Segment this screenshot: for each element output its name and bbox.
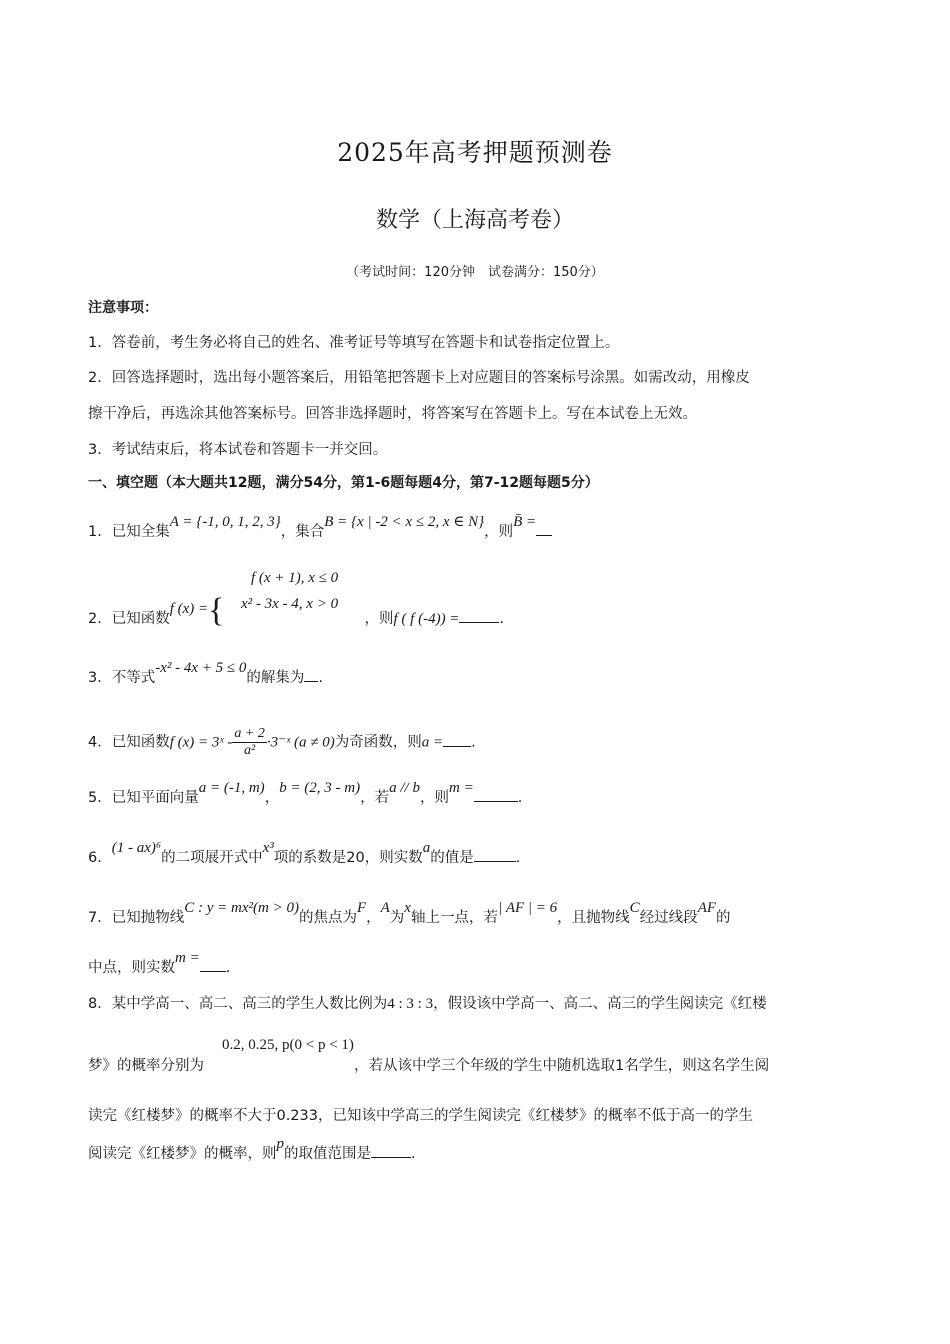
question-5 [88, 780, 523, 807]
q7-number: 7． [88, 910, 112, 926]
q7-A: A [380, 900, 390, 916]
exam-title: 2025年高考押题预测卷 [337, 138, 613, 167]
q1-answer-blank[interactable] [536, 523, 552, 536]
q8-probs: 0.2, 0.25, p(0 < p < 1) [222, 1037, 354, 1053]
q2-number: 2． [88, 611, 112, 627]
q4-text-2: 为奇函数，则 [334, 734, 422, 751]
q7-text-6: 经过线段 [639, 910, 698, 926]
q4-frac-den: a² [244, 743, 256, 758]
q6-text-2: 项的系数是20，则实数 [273, 850, 423, 866]
q2-expr: f ( f (-4)) = [393, 611, 460, 627]
q8-line-4a: 阅读完《红楼梦》的概率，则 [88, 1146, 277, 1162]
section-1-heading: 一、填空题（本大题共12题，满分54分，第1-6题每题4分，第7-12题每题5分） [88, 475, 599, 491]
question-7 [88, 900, 731, 927]
q7-C: C [629, 900, 640, 916]
question-3 [88, 660, 324, 687]
q1-text-3: ，则 [484, 524, 514, 540]
q5-text-2: ，若 [360, 790, 390, 806]
q3-text-2: 的解集为 [246, 670, 305, 686]
q7-text-3: 为 [389, 910, 405, 926]
q6-text-1: 的二项展开式中 [161, 850, 263, 866]
q5-text-1: 已知平面向量 [111, 790, 199, 806]
q2-case-2: x² - 3x - 4, x > 0 [241, 596, 339, 612]
q6-a: a [422, 840, 431, 856]
q7-af: | AF | = 6 [497, 900, 558, 916]
q1-set-a: A = {-1, 0, 1, 2, 3} [169, 514, 281, 530]
question-4 [88, 726, 476, 759]
q5-parallel: a // b [389, 780, 420, 796]
q8-answer-blank[interactable] [371, 1145, 411, 1158]
q6-text-3: 的值是 [430, 850, 474, 866]
q7-text-5: ，且抛物线 [557, 910, 630, 926]
q5-answer-blank[interactable] [474, 789, 518, 802]
question-8-line-2 [88, 1054, 769, 1075]
q7-AF: AF [697, 900, 717, 916]
q2-fx: f (x) = [169, 601, 209, 617]
q7-text-4: 轴上一点，若 [410, 910, 498, 926]
q1-number: 1． [88, 524, 112, 540]
q7-text-7: 的 [716, 910, 731, 926]
q4-expr-2: ·3⁻ˣ (a ≠ 0) [266, 734, 335, 751]
notice-item-1: 1．答卷前，考生务必将自己的姓名、准考证号等填写在答题卡和试卷指定位置上。 [88, 335, 620, 351]
q2-text-2: ，则 [364, 611, 394, 627]
question-6 [88, 840, 521, 867]
q8-text-2: ，假设该中学高一、高二、高三的学生阅读完《红楼 [433, 996, 767, 1012]
q8-line-2a: 梦》的概率分别为 [88, 1058, 204, 1074]
q1-text-1: 已知全集 [111, 524, 170, 540]
q7-text-1: 已知抛物线 [111, 910, 185, 926]
q7-sep: ， [366, 910, 381, 926]
q3-answer-blank[interactable] [304, 669, 318, 682]
q8-line-4b: 的取值范围是 [284, 1146, 371, 1162]
q5-m: m = [448, 780, 474, 796]
question-8 [88, 992, 767, 1013]
q7-text-2: 的焦点为 [298, 910, 357, 926]
q8-end: . [411, 1146, 416, 1162]
q3-expr: -x² - 4x + 5 ≤ 0 [155, 660, 247, 676]
q8-probabilities [222, 1037, 354, 1054]
notice-heading: 注意事项： [88, 300, 158, 316]
q3-text-1: 不等式 [111, 670, 156, 686]
q6-end: . [515, 850, 521, 866]
q8-text-1: 某中学高一、高二、高三的学生人数比例为 [111, 996, 388, 1012]
q6-answer-blank[interactable] [474, 849, 516, 862]
q4-expr-3: a = [421, 734, 444, 751]
q8-number: 8． [88, 996, 112, 1012]
q5-sep: ， [264, 790, 280, 806]
q8-p: p [276, 1136, 284, 1152]
q6-number: 6． [88, 850, 112, 866]
q7-x: x [404, 900, 411, 916]
q1-set-b: B = {x | -2 < x ≤ 2, x ∈ N} [324, 514, 485, 530]
q6-x3: x³ [262, 840, 274, 856]
q4-text-1: 已知函数 [111, 734, 170, 751]
q2-answer-blank[interactable] [459, 610, 499, 623]
notice-item-2a: 2．回答选择题时，选出每小题答案后，用铅笔把答题卡上对应题目的答案标号涂黑。如需改动，用橡皮 [88, 370, 750, 386]
question-7-line-2 [88, 950, 231, 977]
q5-end: . [517, 790, 523, 806]
q7-line-2-text: 中点，则实数 [88, 960, 175, 976]
q4-expr-1: f (x) = 3ˣ - [169, 734, 233, 751]
q5-vector-a: a = (-1, m) [198, 780, 265, 796]
q2-end: . [499, 611, 505, 627]
q4-fraction [232, 726, 266, 759]
question-1 [88, 514, 552, 541]
q4-number: 4． [88, 734, 112, 751]
notice-item-2b: 擦干净后，再选涂其他答案标号。回答非选择题时，将答案写在答题卡上。写在本试卷上无效。 [88, 406, 697, 422]
q6-expr: (1 - ax)⁶ [111, 840, 162, 856]
exam-subtitle: 数学（上海高考卷） [375, 208, 574, 233]
q4-end: . [471, 734, 476, 751]
question-8-line-4 [88, 1136, 416, 1163]
q1-text-2: ，集合 [280, 524, 325, 540]
q7-expr: C : y = mx²(m > 0) [184, 900, 299, 916]
exam-info: （考试时间：120分钟 试卷满分：150分） [346, 265, 604, 280]
q7-m: m = [175, 950, 200, 966]
q7-answer-blank[interactable] [200, 959, 226, 972]
q7-end: . [225, 960, 231, 976]
q2-text-1: 已知函数 [111, 611, 170, 627]
q3-end: . [318, 670, 324, 686]
q4-frac-num: a + 2 [234, 726, 265, 741]
q8-line-2b: ，若从该中学三个年级的学生中随机选取1名学生，则这名学生阅 [354, 1058, 770, 1074]
question-8-line-3: 读完《红楼梦》的概率不大于0.233，已知该中学高三的学生阅读完《红楼梦》的概率不低于高一的学生 [88, 1108, 754, 1124]
q5-text-3: ，则 [419, 790, 449, 806]
q7-F: F [356, 900, 367, 916]
q1-complement: B̄ = [513, 514, 537, 530]
q2-case-1: f (x + 1), x ≤ 0 [251, 570, 339, 586]
q2-brace: { [208, 592, 225, 629]
q5-number: 5． [88, 790, 112, 806]
q5-vector-b: b = (2, 3 - m) [279, 780, 361, 796]
q4-answer-blank[interactable] [443, 734, 471, 747]
notice-item-3: 3．考试结束后，将本试卷和答题卡一并交回。 [88, 442, 388, 458]
q8-ratio: 4 : 3 : 3 [387, 996, 434, 1012]
q3-number: 3． [88, 670, 112, 686]
